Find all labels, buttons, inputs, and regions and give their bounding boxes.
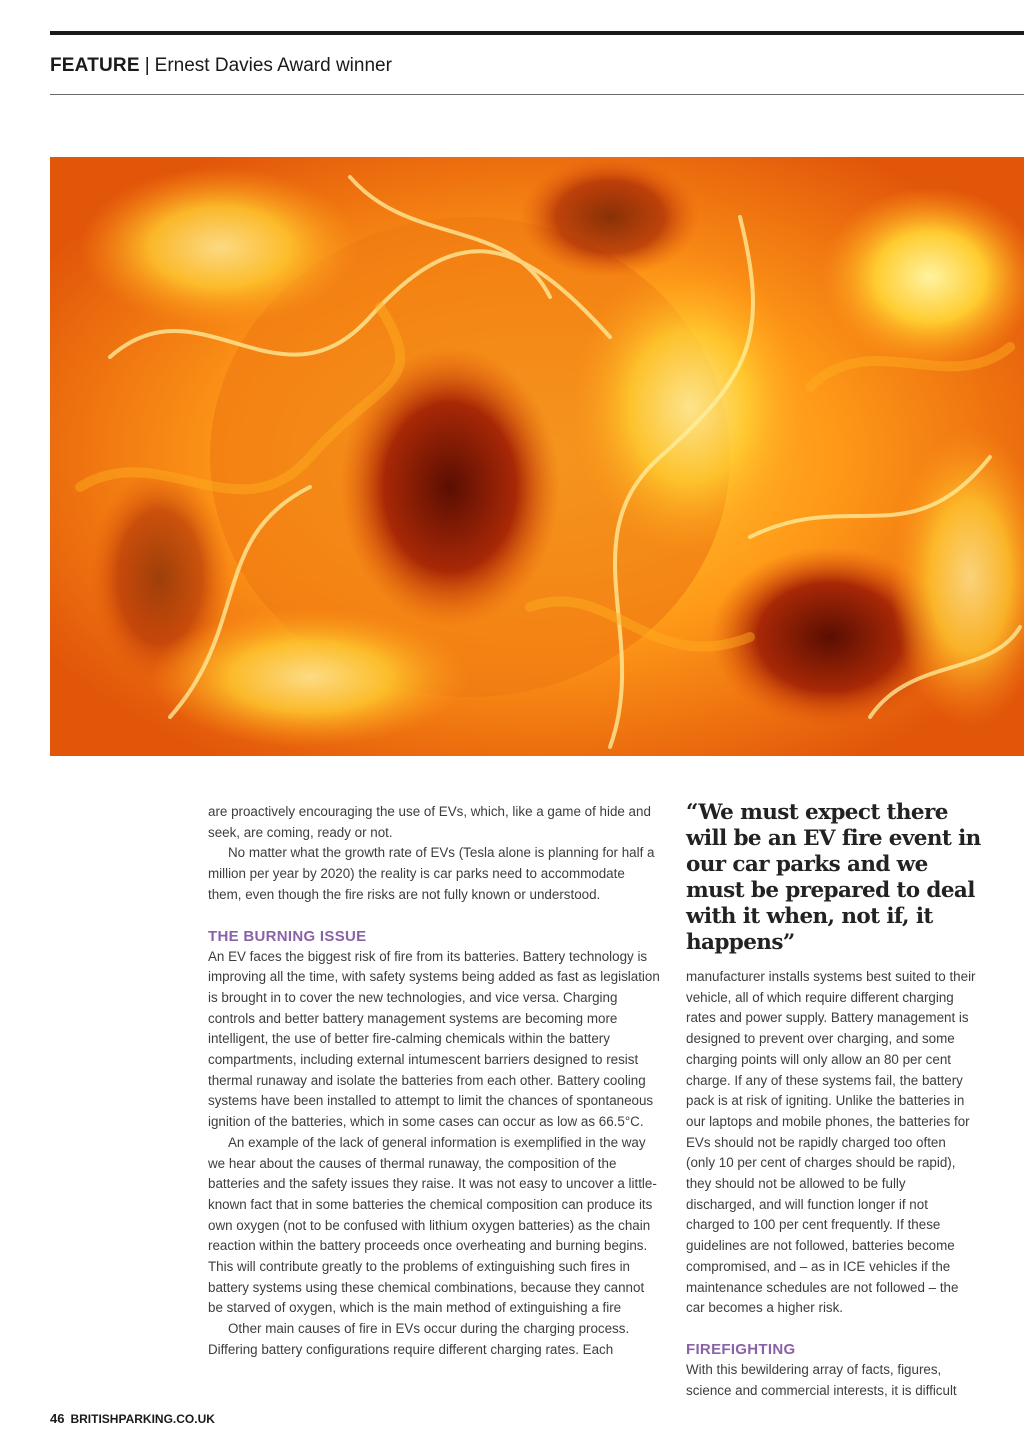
header-separator: | xyxy=(144,55,150,76)
left-paragraph-1: are proactively encouraging the use of EVs, which, like a game of hide and seek, are coming, ready or not. xyxy=(208,804,651,840)
section-label: FEATURE xyxy=(50,55,140,76)
left-column xyxy=(208,802,660,1361)
flames-photo xyxy=(50,157,1024,756)
right-column xyxy=(686,967,978,1401)
header-rule xyxy=(50,94,1024,95)
left-paragraph-5: Other main causes of fire in EVs occur during the charging process. Differing battery configurations require different charging rates. Each xyxy=(208,1321,630,1357)
left-paragraph-3: An EV faces the biggest risk of fire from its batteries. Battery technology is improving all the time, with safety systems being added as fast as legislation is brought in to cover the new technologies, and vice versa. Charging controls and better battery management systems are becoming more intelligent, the use of better fire-calming chemicals within the battery compartments, including external intumescent barriers designed to resist thermal runaway and isolate the batteries from each other. Battery cooling systems have been installed to attempt to limit the chances of spontaneous ignition of the batteries, which in some cases can occur as low as 66.5°C. xyxy=(208,948,660,1130)
page-footer xyxy=(50,1411,215,1426)
page-header xyxy=(50,55,392,77)
page-number: 46 xyxy=(50,1411,65,1426)
left-paragraph-4: An example of the lack of general information is exemplified in the way we hear about the causes of thermal runaway, the composition of the batteries and the safety issues they raise. It was not easy to uncover a little-known fact that in some batteries the chemical composition can produce its own oxygen (not to be confused with lithium oxygen batteries) as the chain reaction within the battery proceeds once overheating and burning begins. This will contribute greatly to the problems of extinguishing such fires in battery systems using these chemical combinations, because they cannot be starved of oxygen, which is the main method of extinguishing a fire xyxy=(208,1134,657,1316)
footer-site: BRITISHPARKING.CO.UK xyxy=(70,1412,215,1426)
right-paragraph-2: With this bewildering array of facts, figures, science and commercial interests, it is difficult xyxy=(686,1361,957,1398)
header-title: Ernest Davies Award winner xyxy=(154,55,392,76)
hero-image xyxy=(50,157,1024,756)
top-rule xyxy=(50,31,1024,35)
subhead-burning-issue: THE BURNING ISSUE xyxy=(208,927,367,945)
left-paragraph-2: No matter what the growth rate of EVs (Tesla alone is planning for half a million per year by 2020) the reality is car parks need to accommodate them, even though the fire risks are not fully known or understood. xyxy=(208,845,655,902)
pull-quote: “We must expect there will be an EV fire event in our car parks and we must be prepared to deal with it when, not if, it happens” xyxy=(686,800,981,955)
right-paragraph-1: manufacturer installs systems best suited to their vehicle, all of which require different charging rates and power supply. Battery management is designed to prevent over charging, and some charging points will only allow an 80 per cent charge. If any of these systems fail, the battery pack is at risk of igniting. Unlike the batteries in our laptops and mobile phones, the batteries for EVs should not be rapidly charged too often (only 10 per cent of charges should be rapid), they should not be allowed to be fully discharged, and will function longer if not charged to 100 per cent frequently. If these guidelines are not followed, batteries become compromised, and – as in ICE vehicles if the maintenance schedules are not followed – the car becomes a higher risk. xyxy=(686,969,976,1316)
subhead-firefighting: FIREFIGHTING xyxy=(686,1340,796,1358)
